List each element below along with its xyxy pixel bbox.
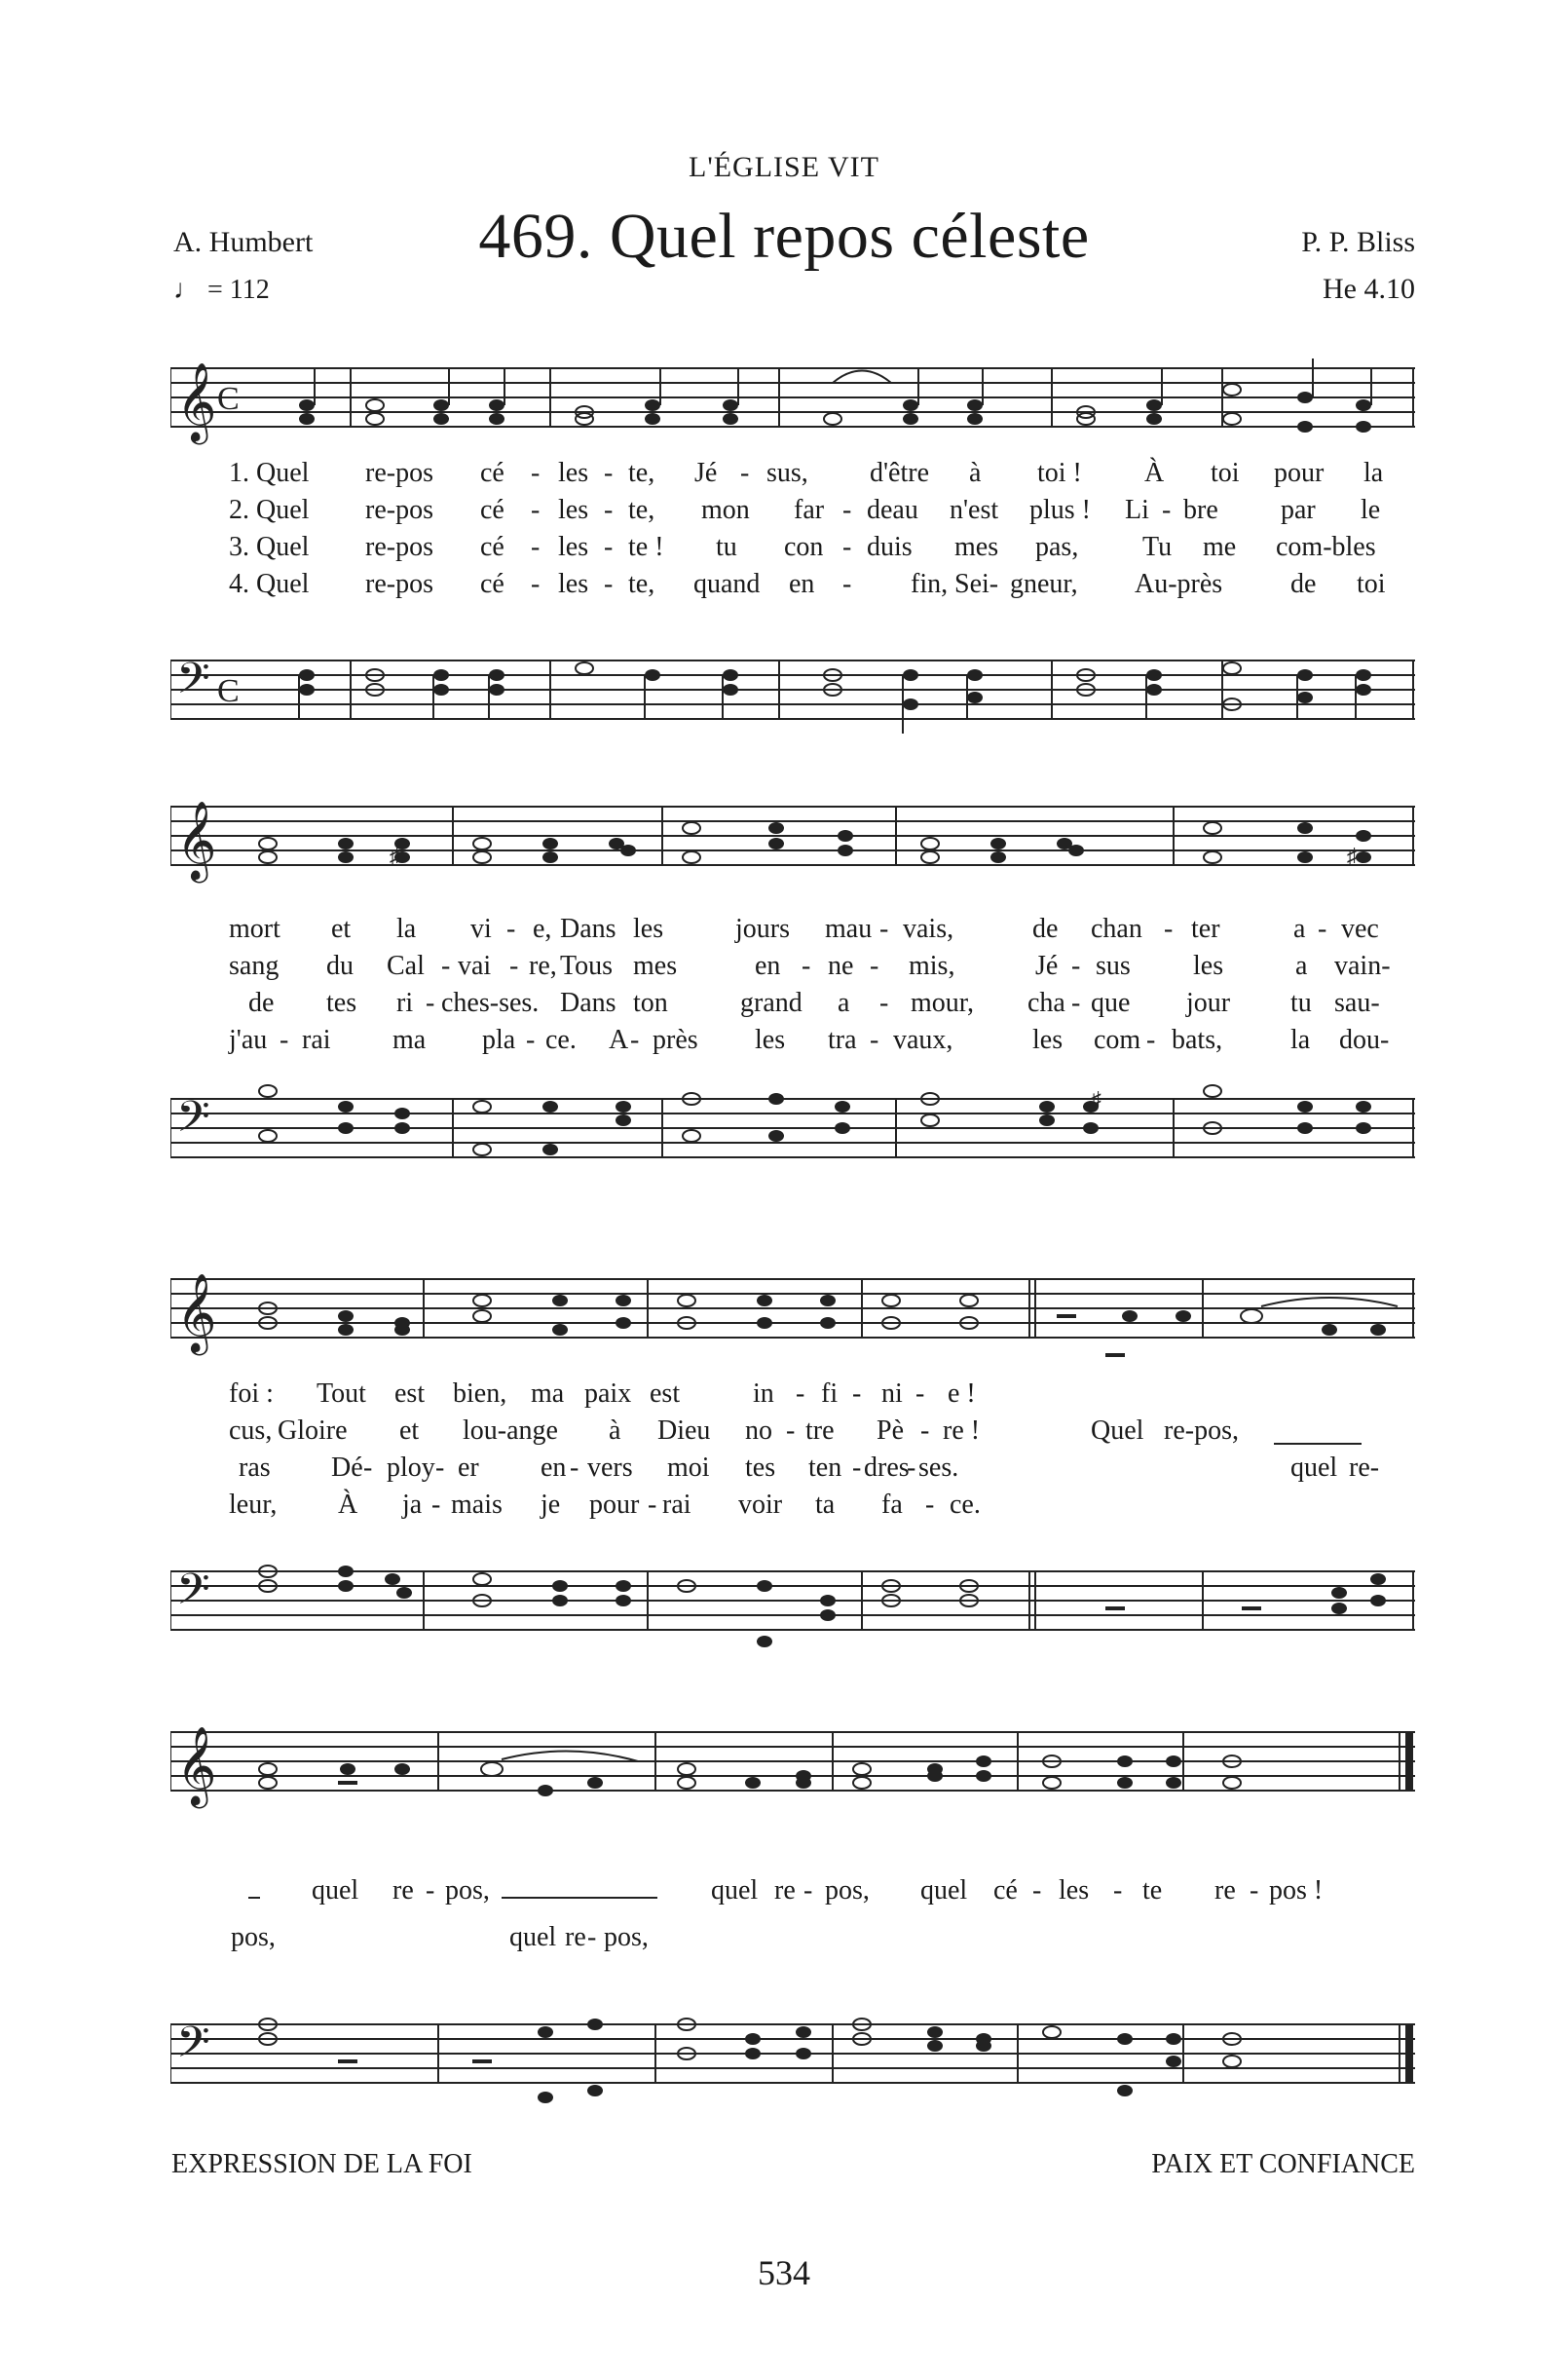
lyric-syllable: vain- [1334,951,1391,981]
bass-staff-lines [170,641,1415,748]
lyric-syllable: ni [881,1378,903,1409]
lyric-syllable: - [740,458,750,488]
scripture-reference: He 4.10 [1323,273,1415,305]
lyric-verse-2 [170,495,1415,534]
lyric-syllable: Dé [331,1453,363,1483]
lyric-syllable: que [1091,988,1131,1018]
lyric-verse-4 [170,1490,1415,1529]
lyric-syllable: - [842,569,852,599]
lyric-syllable: les [633,914,664,944]
lyric-syllable: jour [1186,988,1231,1018]
lyric-syllable: - [1071,951,1081,981]
lyric-syllable: - [587,1922,597,1952]
lyric-syllable: Dans [560,988,616,1018]
svg-text:♯: ♯ [1091,1087,1101,1112]
lyric-syllable: quel [711,1875,759,1906]
lyric-syllable: cé [480,569,504,599]
lyric-syllable: re- [1349,1453,1380,1483]
category-footer-left: EXPRESSION DE LA FOI [171,2149,472,2179]
lyric-syllable: - [531,458,541,488]
lyric-syllable: À [338,1490,358,1520]
lyric-syllable: far [794,495,825,525]
lyric-syllable: sau- [1334,988,1380,1018]
lyric-syllable: ses. [918,1453,959,1483]
lyrics-block [170,458,1415,614]
lyric-syllable: À [1144,458,1165,488]
lyric-syllable: - [1113,1875,1123,1906]
lyric-syllable: est [650,1378,681,1409]
lyric-syllable: d'être [870,458,930,488]
bass-staff [170,1079,1415,1187]
treble-staff [170,1260,1415,1367]
lyric-syllable: - [915,1378,925,1409]
lyric-syllable: mour, [911,988,974,1018]
lyric-verse-3 [170,1453,1415,1491]
lyric-syllable: Gloire [278,1415,348,1446]
lyric-syllable: re ! [943,1415,981,1446]
lyric-syllable: pour [589,1490,640,1520]
lyric-syllable: - [1250,1875,1259,1906]
lyric-syllable: les [755,1025,786,1055]
lyric-syllable: - [1032,1875,1042,1906]
lyric-syllable: Cal [387,951,425,981]
category-footer-right: PAIX ET CONFIANCE [1151,2149,1415,2179]
lyric-syllable: dres [864,1453,910,1483]
lyric-syllable: ri [396,988,414,1018]
lyric-syllable: ta [815,1490,836,1520]
lyric-syllable: par [1281,495,1316,525]
lyric-syllable: - [1164,914,1174,944]
lyric-syllable: la [1290,1025,1311,1055]
lyric-syllable: et [331,914,352,944]
lyric-syllable: - [604,495,614,525]
lyric-syllable: - [435,1453,445,1483]
lyric-syllable: 3. Quel [229,532,310,562]
lyric-syllable: voir [738,1490,783,1520]
lyric-syllable: pla [482,1025,516,1055]
svg-text:𝄞: 𝄞 [176,1272,217,1352]
lyric-syllable: - [509,951,519,981]
lyric-syllable: en [755,951,781,981]
lyric-syllable: cé [993,1875,1018,1906]
lyric-syllable: vai [458,951,492,981]
lyric-syllable: à [969,458,982,488]
lyric-syllable: gneur, [1010,569,1078,599]
lyric-syllable: mes [954,532,999,562]
lyric-syllable: pos, [604,1922,649,1952]
bass-staff-lines [170,2005,1415,2112]
svg-text:𝄢: 𝄢 [176,1564,210,1625]
lyric-syllable: est [394,1378,426,1409]
lyric-syllable: près [653,1025,698,1055]
lyric-syllable: pos, [445,1875,490,1906]
lyric-syllable: pour [1274,458,1325,488]
lyric-syllable: - [280,1025,289,1055]
lyric-syllable: A [609,1025,629,1055]
lyric-syllable: 1. Quel [229,458,310,488]
lyric-syllable: 2. Quel [229,495,310,525]
lyric-syllable: re [774,1875,796,1906]
lyric-syllable: vec [1341,914,1379,944]
lyric-syllable: - [648,1490,657,1520]
treble-staff-lines [170,787,1415,894]
lyric-syllable: com-bles [1276,532,1376,562]
lyric-syllable: - [604,569,614,599]
lyric-syllable: - [506,914,516,944]
lyric-syllable: les [558,458,589,488]
lyric-syllable: quel [920,1875,968,1906]
extender-line [1274,1443,1362,1445]
lyric-syllable: a [838,988,850,1018]
lyric-syllable: toi ! [1037,458,1082,488]
lyric-syllable: leur, [229,1490,278,1520]
lyric-syllable: - [531,569,541,599]
lyric-syllable: Tous [560,951,614,981]
lyric-syllable: re-pos [365,458,433,488]
lyric-syllable: cé [480,495,504,525]
lyric-syllable: toi [1357,569,1386,599]
lyric-syllable: les [558,532,589,562]
lyric-syllable: duis [867,532,913,562]
lyric-syllable: du [326,951,354,981]
svg-text:𝄢: 𝄢 [176,2017,210,2078]
lyric-syllable: foi : [229,1378,274,1409]
lyric-syllable: - [570,1453,579,1483]
lyric-line-1 [170,1875,1415,1914]
lyric-syllable: Jé [1035,951,1059,981]
lyric-syllable: ce. [545,1025,577,1055]
lyric-syllable: te ! [628,532,664,562]
lyric-syllable: pos ! [1269,1875,1324,1906]
lyric-syllable: quel [1290,1453,1338,1483]
lyric-syllable: j'au [229,1025,268,1055]
lyric-syllable: - [803,1875,813,1906]
lyric-syllable: en [541,1453,567,1483]
lyric-syllable: - [441,951,451,981]
lyric-syllable: vais, [903,914,954,944]
lyric-syllable: - [431,1490,441,1520]
svg-text:C: C [217,673,240,709]
lyric-syllable: - [920,1415,930,1446]
lyric-syllable: ce. [950,1490,981,1520]
treble-staff [170,787,1415,894]
lyric-syllable: le [1361,495,1381,525]
lyric-syllable: ten [808,1453,842,1483]
lyric-syllable: quel [509,1922,557,1952]
lyric-syllable: n'est [950,495,999,525]
lyric-syllable: - [630,1025,640,1055]
lyric-syllable: de [248,988,275,1018]
lyric-syllable: - [426,988,435,1018]
svg-text:𝄞: 𝄞 [176,800,217,880]
hymn-title: 469. Quel repos céleste [478,201,1090,272]
svg-text:C: C [217,381,240,417]
lyric-syllable: mis, [909,951,955,981]
lyric-syllable: pos, [825,1875,870,1906]
lyric-syllable: pos, [231,1922,276,1952]
lyric-syllable: - [925,1490,935,1520]
lyric-syllable: er [458,1453,479,1483]
lyric-syllable: Tu [1142,532,1173,562]
section-heading: L'ÉGLISE VIT [689,151,879,183]
lyric-syllable: re [392,1875,414,1906]
lyric-syllable: Tout [317,1378,366,1409]
lyric-syllable: dou- [1339,1025,1390,1055]
lyric-syllable: tu [1290,988,1312,1018]
lyric-syllable: sang [229,951,280,981]
lyric-syllable: fin, [911,569,949,599]
lyric-syllable: e, [533,914,552,944]
lyric-syllable: te, [628,569,655,599]
lyric-syllable: les [1032,1025,1064,1055]
lyric-syllable: mais [451,1490,503,1520]
lyric-verse-4 [170,1025,1415,1064]
lyric-syllable: deau [867,495,918,525]
lyric-syllable: Dans [560,914,616,944]
lyric-syllable: Sei- [954,569,999,599]
lyric-syllable: Jé [694,458,718,488]
lyric-syllable: - [426,1875,435,1906]
lyric-syllable: sus [1096,951,1131,981]
lyric-syllable: cé [480,532,504,562]
lyrics-block [170,1875,1415,1953]
lyric-syllable: quand [693,569,761,599]
lyric-verse-2 [170,1415,1415,1454]
lyric-syllable: re [565,1922,586,1952]
lyric-syllable: et [399,1415,420,1446]
lyric-syllable: tu [716,532,737,562]
lyric-syllable: à [609,1415,621,1446]
lyric-syllable: paix [584,1378,632,1409]
lyric-syllable: fi [821,1378,839,1409]
lyric-syllable: - [870,1025,879,1055]
treble-staff [170,349,1415,456]
lyric-verse-1 [170,458,1415,497]
svg-text:𝄞: 𝄞 [176,361,217,441]
lyric-syllable: vaux, [893,1025,953,1055]
lyric-verse-3 [170,532,1415,571]
lyric-syllable: bats, [1172,1025,1223,1055]
lyric-syllable: de [1290,569,1317,599]
lyric-syllable: en [789,569,815,599]
lyric-syllable: sus, [766,458,808,488]
page-number: 534 [758,2253,810,2292]
lyric-syllable: Pè [877,1415,904,1446]
treble-staff-lines [170,1713,1415,1820]
lyric-syllable: - [786,1415,796,1446]
lyric-syllable: cus, [229,1415,273,1446]
lyric-syllable: - [1146,1025,1156,1055]
lyric-syllable: rai [662,1490,691,1520]
treble-staff [170,1713,1415,1820]
lyric-syllable: jours [735,914,790,944]
lyric-verse-3 [170,988,1415,1027]
lyric-syllable: toi [1211,458,1240,488]
lyric-syllable: la [396,914,417,944]
lyric-syllable: les [558,495,589,525]
composer-credit: P. P. Bliss [1301,226,1415,258]
lyric-syllable: re-pos, [1164,1415,1239,1446]
lyric-syllable: quel [312,1875,359,1906]
lyric-syllable: te, [628,495,655,525]
lyric-syllable: ma [392,1025,427,1055]
lyric-syllable: moi [667,1453,710,1483]
lyric-syllable: re, [529,951,557,981]
lyric-syllable: ter [1191,914,1220,944]
lyric-syllable: con [784,532,824,562]
lyric-syllable: - [531,532,541,562]
extender-line [502,1897,657,1899]
lyric-syllable: tra [828,1025,857,1055]
lyric-syllable: - [907,1453,916,1483]
lyric-syllable: Li [1125,495,1149,525]
lyric-verse-2 [170,951,1415,990]
lyric-syllable: in [753,1378,774,1409]
lyric-syllable: - [1162,495,1172,525]
lyric-syllable: Quel [1091,1415,1144,1446]
extender-line [248,1897,260,1899]
lyric-verse-1 [170,1378,1415,1417]
lyric-syllable: ploy [387,1453,435,1483]
lyric-syllable: les [1059,1875,1090,1906]
lyric-syllable: bien, [453,1378,507,1409]
lyric-syllable: e ! [948,1378,976,1409]
lyric-syllable: - [842,495,852,525]
lyric-syllable: a [1293,914,1306,944]
lyric-verse-4 [170,569,1415,608]
lyric-syllable: chan [1091,914,1142,944]
lyric-syllable: ja [402,1490,423,1520]
lyric-syllable: cha [1027,988,1065,1018]
svg-text:𝄞: 𝄞 [176,1725,217,1805]
lyric-syllable: - [852,1453,862,1483]
lyric-syllable: ches-ses. [441,988,540,1018]
lyric-syllable: Dieu [657,1415,711,1446]
svg-text:𝄢: 𝄢 [176,653,210,714]
lyric-syllable: - [870,951,879,981]
lyric-syllable: re [1214,1875,1236,1906]
bass-staff [170,641,1415,748]
bass-staff-lines [170,1079,1415,1187]
lyric-syllable: pas, [1035,532,1079,562]
lyric-syllable: - [1071,988,1081,1018]
lyric-syllable: tre [805,1415,835,1446]
lyric-syllable: vers [587,1453,633,1483]
lyric-syllable: vi [470,914,492,944]
lyric-syllable: re-pos [365,495,433,525]
lyric-syllable: mes [633,951,678,981]
lyric-syllable: - [879,988,889,1018]
lyric-syllable: no [745,1415,772,1446]
lyric-syllable: cé [480,458,504,488]
lyric-syllable: plus ! [1029,495,1091,525]
lyric-syllable: - [802,951,811,981]
bass-staff [170,2005,1415,2112]
lyric-syllable: rai [302,1025,331,1055]
lyric-syllable: ras [239,1453,271,1483]
lyric-syllable: com [1094,1025,1141,1055]
svg-text:♯: ♯ [1347,844,1358,868]
lyric-syllable: me [1203,532,1237,562]
lyric-syllable: lou-ange [463,1415,558,1446]
lyrics-block [170,914,1415,1070]
treble-staff-lines [170,349,1415,456]
lyric-syllable: - [363,1453,373,1483]
lyric-syllable: re-pos [365,569,433,599]
tempo-marking: ♩ = 112 [173,275,270,305]
lyric-syllable: - [1318,914,1327,944]
lyric-line-2 [170,1922,1415,1961]
lyric-syllable: - [531,495,541,525]
lyric-syllable: bre [1183,495,1218,525]
lyric-syllable: re-pos [365,532,433,562]
svg-text:𝄢: 𝄢 [176,1091,210,1152]
lyricist-credit: A. Humbert [173,226,314,258]
lyric-syllable: je [541,1490,561,1520]
lyric-syllable: - [879,914,889,944]
lyric-syllable: mon [701,495,750,525]
lyric-syllable: ma [531,1378,565,1409]
lyric-syllable: - [604,458,614,488]
lyric-syllable: - [796,1378,805,1409]
lyric-syllable: 4. Quel [229,569,310,599]
lyric-syllable: les [1193,951,1224,981]
lyric-syllable: - [604,532,614,562]
lyric-syllable: mau [825,914,873,944]
lyric-syllable: mort [229,914,280,944]
lyric-syllable: te [1142,1875,1163,1906]
lyric-syllable: Au-près [1135,569,1223,599]
lyric-syllable: ne [828,951,854,981]
lyric-syllable: de [1032,914,1059,944]
lyric-syllable: grand [740,988,803,1018]
lyric-syllable: te, [628,458,655,488]
lyric-syllable: tes [326,988,357,1018]
svg-text:♯: ♯ [390,844,400,868]
bass-staff-lines [170,1552,1415,1659]
lyric-syllable: ton [633,988,668,1018]
lyric-syllable: tes [745,1453,776,1483]
lyric-syllable: les [558,569,589,599]
lyric-syllable: - [842,532,852,562]
lyric-syllable: - [526,1025,536,1055]
lyric-syllable: fa [881,1490,903,1520]
lyric-syllable: a [1295,951,1308,981]
bass-staff [170,1552,1415,1659]
lyric-syllable: - [852,1378,862,1409]
lyric-verse-1 [170,914,1415,953]
lyric-syllable: la [1363,458,1384,488]
treble-staff-lines [170,1260,1415,1367]
lyrics-block [170,1378,1415,1534]
